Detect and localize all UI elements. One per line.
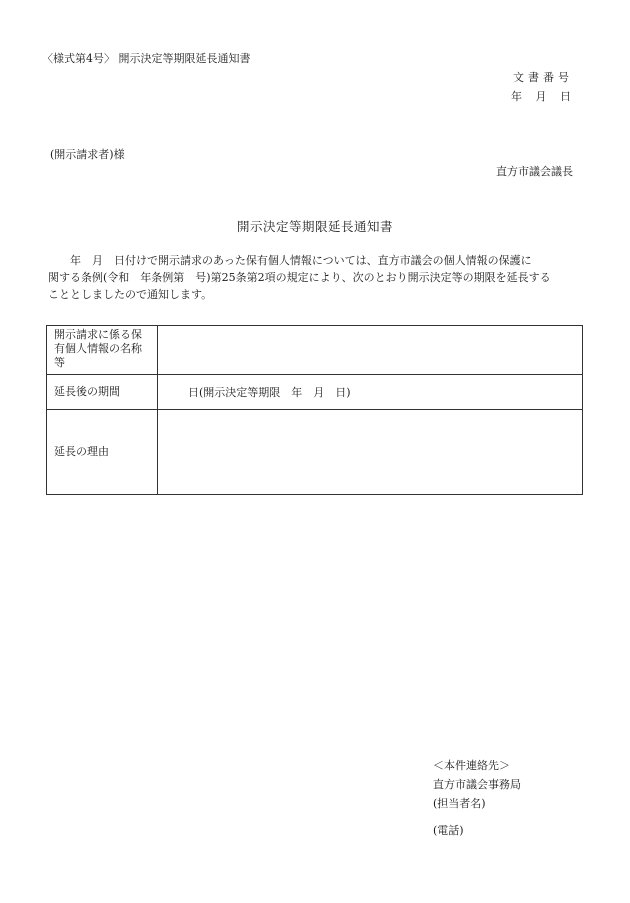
body-paragraph xyxy=(48,252,578,303)
contact-office: 直方市議会事務局 xyxy=(433,778,521,791)
document-number: 文書番号 xyxy=(513,71,573,84)
body-line-3: こととしましたので通知します。 xyxy=(48,288,213,301)
document-title: 開示決定等期限延長通知書 xyxy=(236,219,393,234)
info-name-value xyxy=(158,326,583,375)
body-line-1: 年 月 日付けで開示請求のあった保有個人情報については、直方市議会の個人情報の保護に xyxy=(70,254,532,267)
extended-period-value: 日(開示決定等期限 年 月 日) xyxy=(158,375,583,410)
extension-reason-value xyxy=(158,410,583,495)
contact-heading: ＜本件連絡先＞ xyxy=(433,759,510,772)
form-number-label: 〈様式第4号〉 開示決定等期限延長通知書 xyxy=(42,52,251,65)
extended-period-label: 延長後の期間 xyxy=(47,375,158,410)
table-row xyxy=(47,410,583,495)
table-row xyxy=(47,375,583,410)
contact-phone: (電話) xyxy=(433,824,464,837)
info-name-label: 開示請求に係る保有個人情報の名称等 xyxy=(47,326,158,375)
body-line-2: 関する条例(令和 年条例第 号)第25条第2項の規定により、次のとおり開示決定等の期限を延長する xyxy=(48,271,551,284)
document-date: 年 月 日 xyxy=(511,90,573,103)
table-row xyxy=(47,326,583,375)
extension-reason-label: 延長の理由 xyxy=(47,410,158,495)
sender-name: 直方市議会議長 xyxy=(496,165,573,178)
contact-person: (担当者名) xyxy=(433,797,486,810)
info-table xyxy=(46,325,583,495)
recipient-name: (開示請求者)様 xyxy=(50,148,125,161)
